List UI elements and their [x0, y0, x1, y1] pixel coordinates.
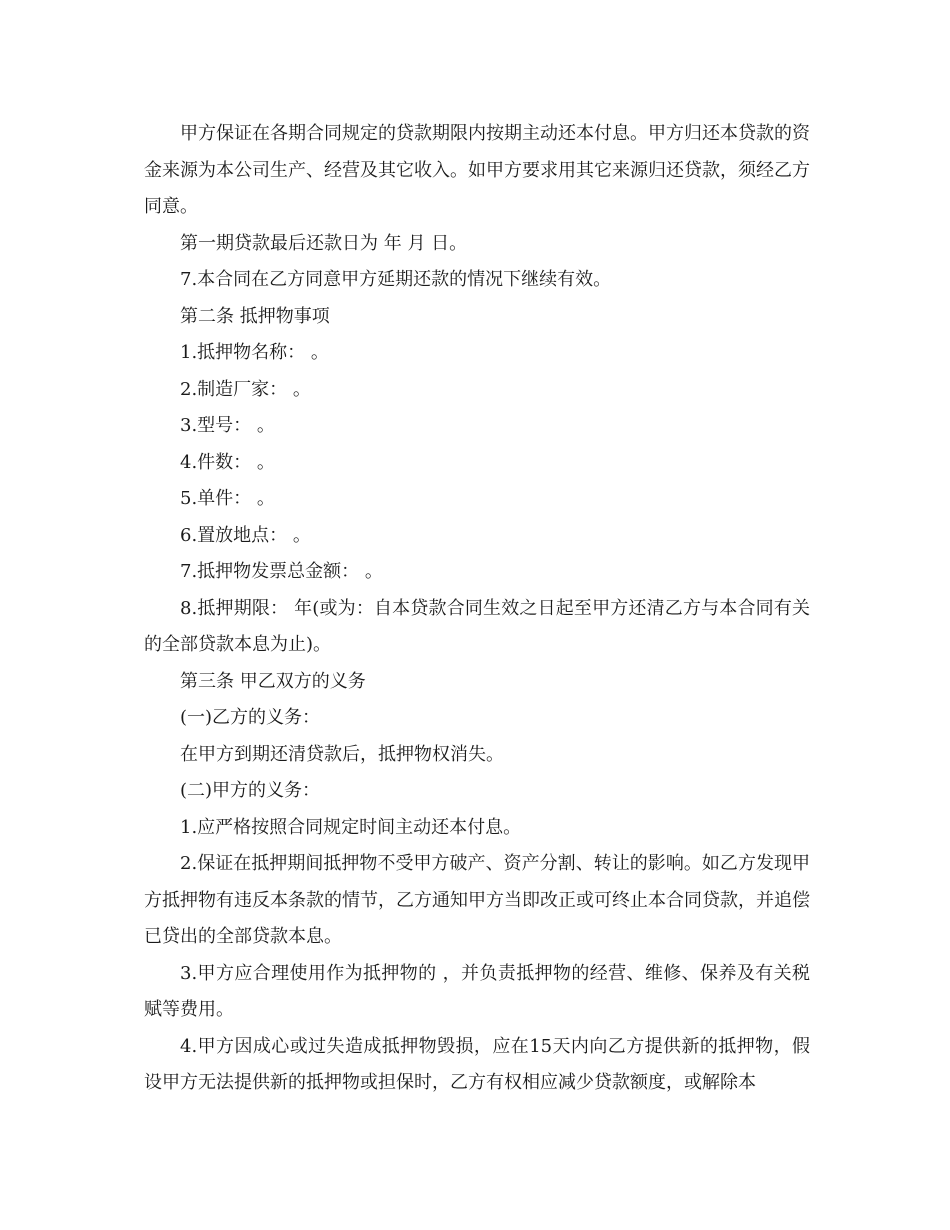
- section-heading-article-2: 第二条 抵押物事项: [180, 305, 330, 327]
- paragraph-party-a-obligation-1: 1.应严格按照合同规定时间主动还本付息。: [180, 816, 522, 838]
- paragraph-manufacturer: 2.制造厂家： 。: [180, 378, 311, 400]
- paragraph-location: 6.置放地点： 。: [180, 524, 311, 546]
- paragraph-quantity: 4.件数： 。: [180, 451, 275, 473]
- paragraph-repayment-guarantee: 甲方保证在各期合同规定的贷款期限内按期主动还本付息。甲方归还本贷款的资金来源为本公司生产、经营及其它收入。如甲方要求用其它来源归还贷款，须经乙方同意。: [144, 123, 810, 217]
- paragraph-party-a-obligation-2: 2.保证在抵押期间抵押物不受甲方破产、资产分割、转让的影响。如乙方发现甲方抵押物有违反本条款的情节，乙方通知甲方当即改正或可终止本合同贷款，并追偿已贷出的全部贷款本息。: [144, 853, 810, 947]
- section-heading-article-3: 第三条 甲乙双方的义务: [180, 670, 366, 692]
- paragraph-model: 3.型号： 。: [180, 415, 275, 436]
- document-body: [144, 116, 810, 1102]
- paragraph-party-a-obligation-4: 4.甲方因成心或过失造成抵押物毁损，应在15天内向乙方提供新的抵押物，假设甲方无法提供新的抵押物或担保时，乙方有权相应减少贷款额度，或解除本: [144, 1035, 810, 1093]
- paragraph-invoice-amount: 7.抵押物发票总金额： 。: [180, 561, 383, 582]
- paragraph-party-a-obligation-3: 3.甲方应合理使用作为抵押物的 ，并负责抵押物的经营、维修、保养及有关税赋等费用。: [144, 962, 810, 1020]
- paragraph-contract-validity: 7.本合同在乙方同意甲方延期还款的情况下继续有效。: [180, 269, 612, 290]
- subheading-party-a-obligations: (二)甲方的义务：: [180, 780, 321, 801]
- paragraph-unit: 5.单件： 。: [180, 488, 275, 509]
- paragraph-first-repayment-date: 第一期贷款最后还款日为 年 月 日。: [180, 232, 468, 254]
- paragraph-party-b-obligation: 在甲方到期还清贷款后，抵押物权消失。: [180, 743, 504, 765]
- paragraph-mortgage-term: 8.抵押期限： 年(或为：自本贷款合同生效之日起至甲方还清乙方与本合同有关的全部贷款本息为止)。: [144, 597, 810, 655]
- paragraph-collateral-name: 1.抵押物名称： 。: [180, 342, 329, 363]
- subheading-party-b-obligations: (一)乙方的义务：: [180, 707, 321, 728]
